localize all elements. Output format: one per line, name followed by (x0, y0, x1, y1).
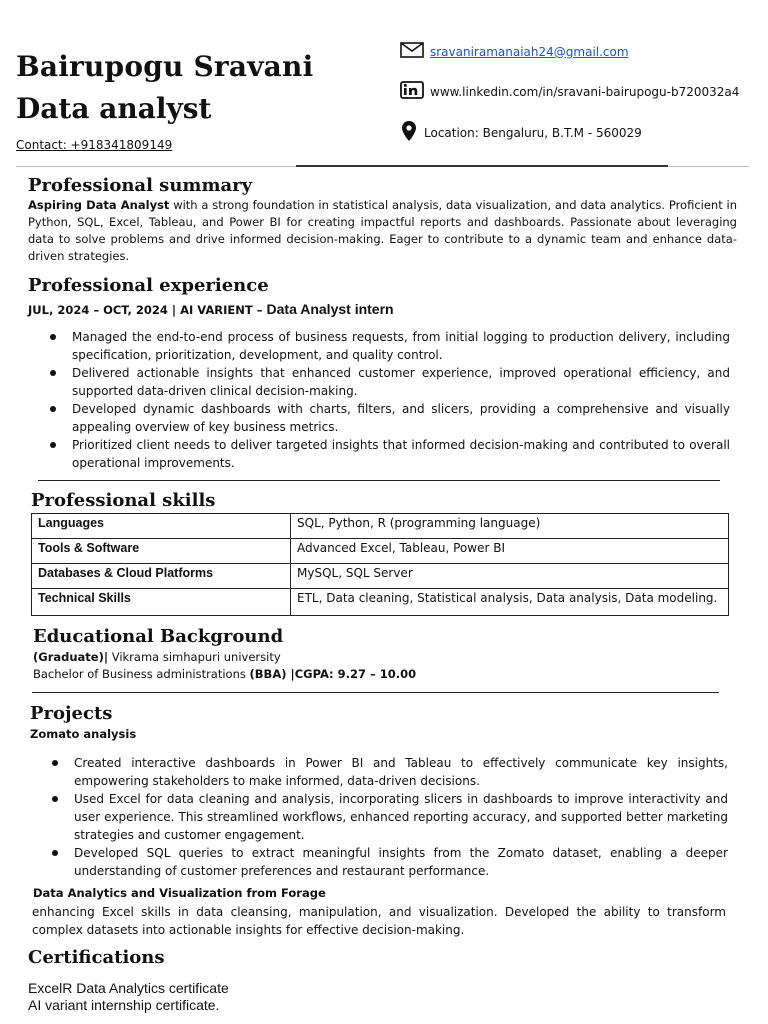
candidate-role: Data analyst (16, 92, 212, 125)
education-heading: Educational Background (33, 626, 284, 647)
certification-item: ExcelR Data Analytics certificate (28, 980, 229, 996)
project-1-list (28, 754, 728, 880)
project-1-title: Zomato analysis (30, 727, 137, 741)
summary-text (28, 197, 737, 265)
list-item: Developed dynamic dashboards with charts, filters, and slicers, providing a comprehensive and visually appealing overview of key business metrics. (50, 400, 730, 436)
education-degree-abbr: (BBA) (249, 667, 287, 681)
table-row (32, 539, 729, 564)
project-2-title: Data Analytics and Visualization from Forage (33, 886, 326, 900)
skill-key: Technical Skills (32, 589, 291, 616)
skill-value: ETL, Data cleaning, Statistical analysis, Data analysis, Data modeling. (291, 589, 729, 616)
experience-period: JUL, 2024 – OCT, 2024 | AI VARIENT – (28, 303, 267, 317)
experience-list (26, 328, 730, 472)
certifications-heading: Certifications (28, 947, 165, 968)
education-line-2 (33, 666, 416, 683)
summary-heading: Professional summary (28, 175, 253, 196)
linkedin-row (400, 81, 739, 102)
email-link[interactable]: sravaniramanaiah24@gmail.com (430, 44, 629, 59)
list-item: Prioritized client needs to deliver targeted insights that informed decision-making and contributed to overall operational improvements. (50, 436, 730, 472)
table-row (32, 589, 729, 616)
experience-position: Data Analyst intern (266, 301, 394, 317)
list-item: Developed SQL queries to extract meaningful insights from the Zomato dataset, enabling a deeper understanding of customer preferences and restaurant performance. (52, 844, 728, 880)
summary-lead: Aspiring Data Analyst (28, 198, 170, 212)
skills-heading: Professional skills (31, 490, 216, 511)
list-item: Created interactive dashboards in Power BI and Tableau to effectively communicate key insights, empowering stakeholders to make informed, data-driven decisions. (52, 754, 728, 790)
education-divider (32, 692, 719, 693)
summary-body: with a strong foundation in statistical analysis, data visualization, and data analytics. Proficient in Python, SQL, Excel, Tableau, and Power BI for creating impactful reports and dashboards. Passionate about leveraging data to solve problems and drive informed decision-making. Eager to contribute to a dynamic team and enhance data-driven strategies. (28, 198, 737, 263)
envelope-icon (400, 42, 424, 61)
education-details (33, 649, 416, 683)
projects-heading: Projects (30, 703, 113, 724)
location-row (400, 120, 642, 145)
candidate-name: Bairupogu Sravani (16, 50, 314, 83)
table-row (32, 564, 729, 589)
experience-heading: Professional experience (28, 275, 269, 296)
table-row (32, 514, 729, 539)
location-text: Location: Bengaluru, B.T.M - 560029 (424, 125, 642, 140)
skills-table (31, 513, 729, 616)
list-item: Managed the end-to-end process of business requests, from initial logging to production delivery, including specification, prioritization, development, and quality control. (50, 328, 730, 364)
education-level: (Graduate)| (33, 650, 109, 664)
skill-key: Databases & Cloud Platforms (32, 564, 291, 589)
header-divider-accent (296, 165, 668, 167)
email-row (400, 42, 629, 61)
skill-key: Languages (32, 514, 291, 539)
skill-value: MySQL, SQL Server (291, 564, 729, 589)
skills-table-wrap (31, 513, 729, 616)
linkedin-url[interactable]: www.linkedin.com/in/sravani-bairupogu-b720032a4 (430, 84, 740, 99)
list-item: Delivered actionable insights that enhanced customer experience, improved operational efficiency, and supported data-driven clinical decision-making. (50, 364, 730, 400)
skill-value: SQL, Python, R (programming language) (291, 514, 729, 539)
education-cgpa: |CGPA: 9.27 – 10.00 (286, 667, 417, 681)
project-1-bullets (28, 754, 728, 880)
project-2-text: enhancing Excel skills in data cleansing, manipulation, and visualization. Developed the ability to transform complex datasets into actionable insights for effective decision-making. (32, 905, 726, 937)
skill-key: Tools & Software (32, 539, 291, 564)
education-line-1 (33, 649, 416, 666)
education-degree: Bachelor of Business administrations (33, 667, 250, 681)
linkedin-icon (400, 81, 424, 102)
education-university: Vikrama simhapuri university (108, 650, 281, 664)
list-item: Used Excel for data cleaning and analysis, incorporating slicers in dashboards to improve interactivity and user experience. This streamlined workflows, enhanced reporting accuracy, and supported better marketing strategies and customer engagement. (52, 790, 728, 844)
experience-bullets (26, 328, 730, 472)
certification-item: AI variant internship certificate. (28, 997, 220, 1013)
contact-phone[interactable]: Contact: +918341809149 (16, 138, 173, 152)
skill-value: Advanced Excel, Tableau, Power BI (291, 539, 729, 564)
map-pin-icon (400, 120, 418, 145)
experience-divider (38, 480, 720, 481)
experience-header (28, 299, 394, 318)
